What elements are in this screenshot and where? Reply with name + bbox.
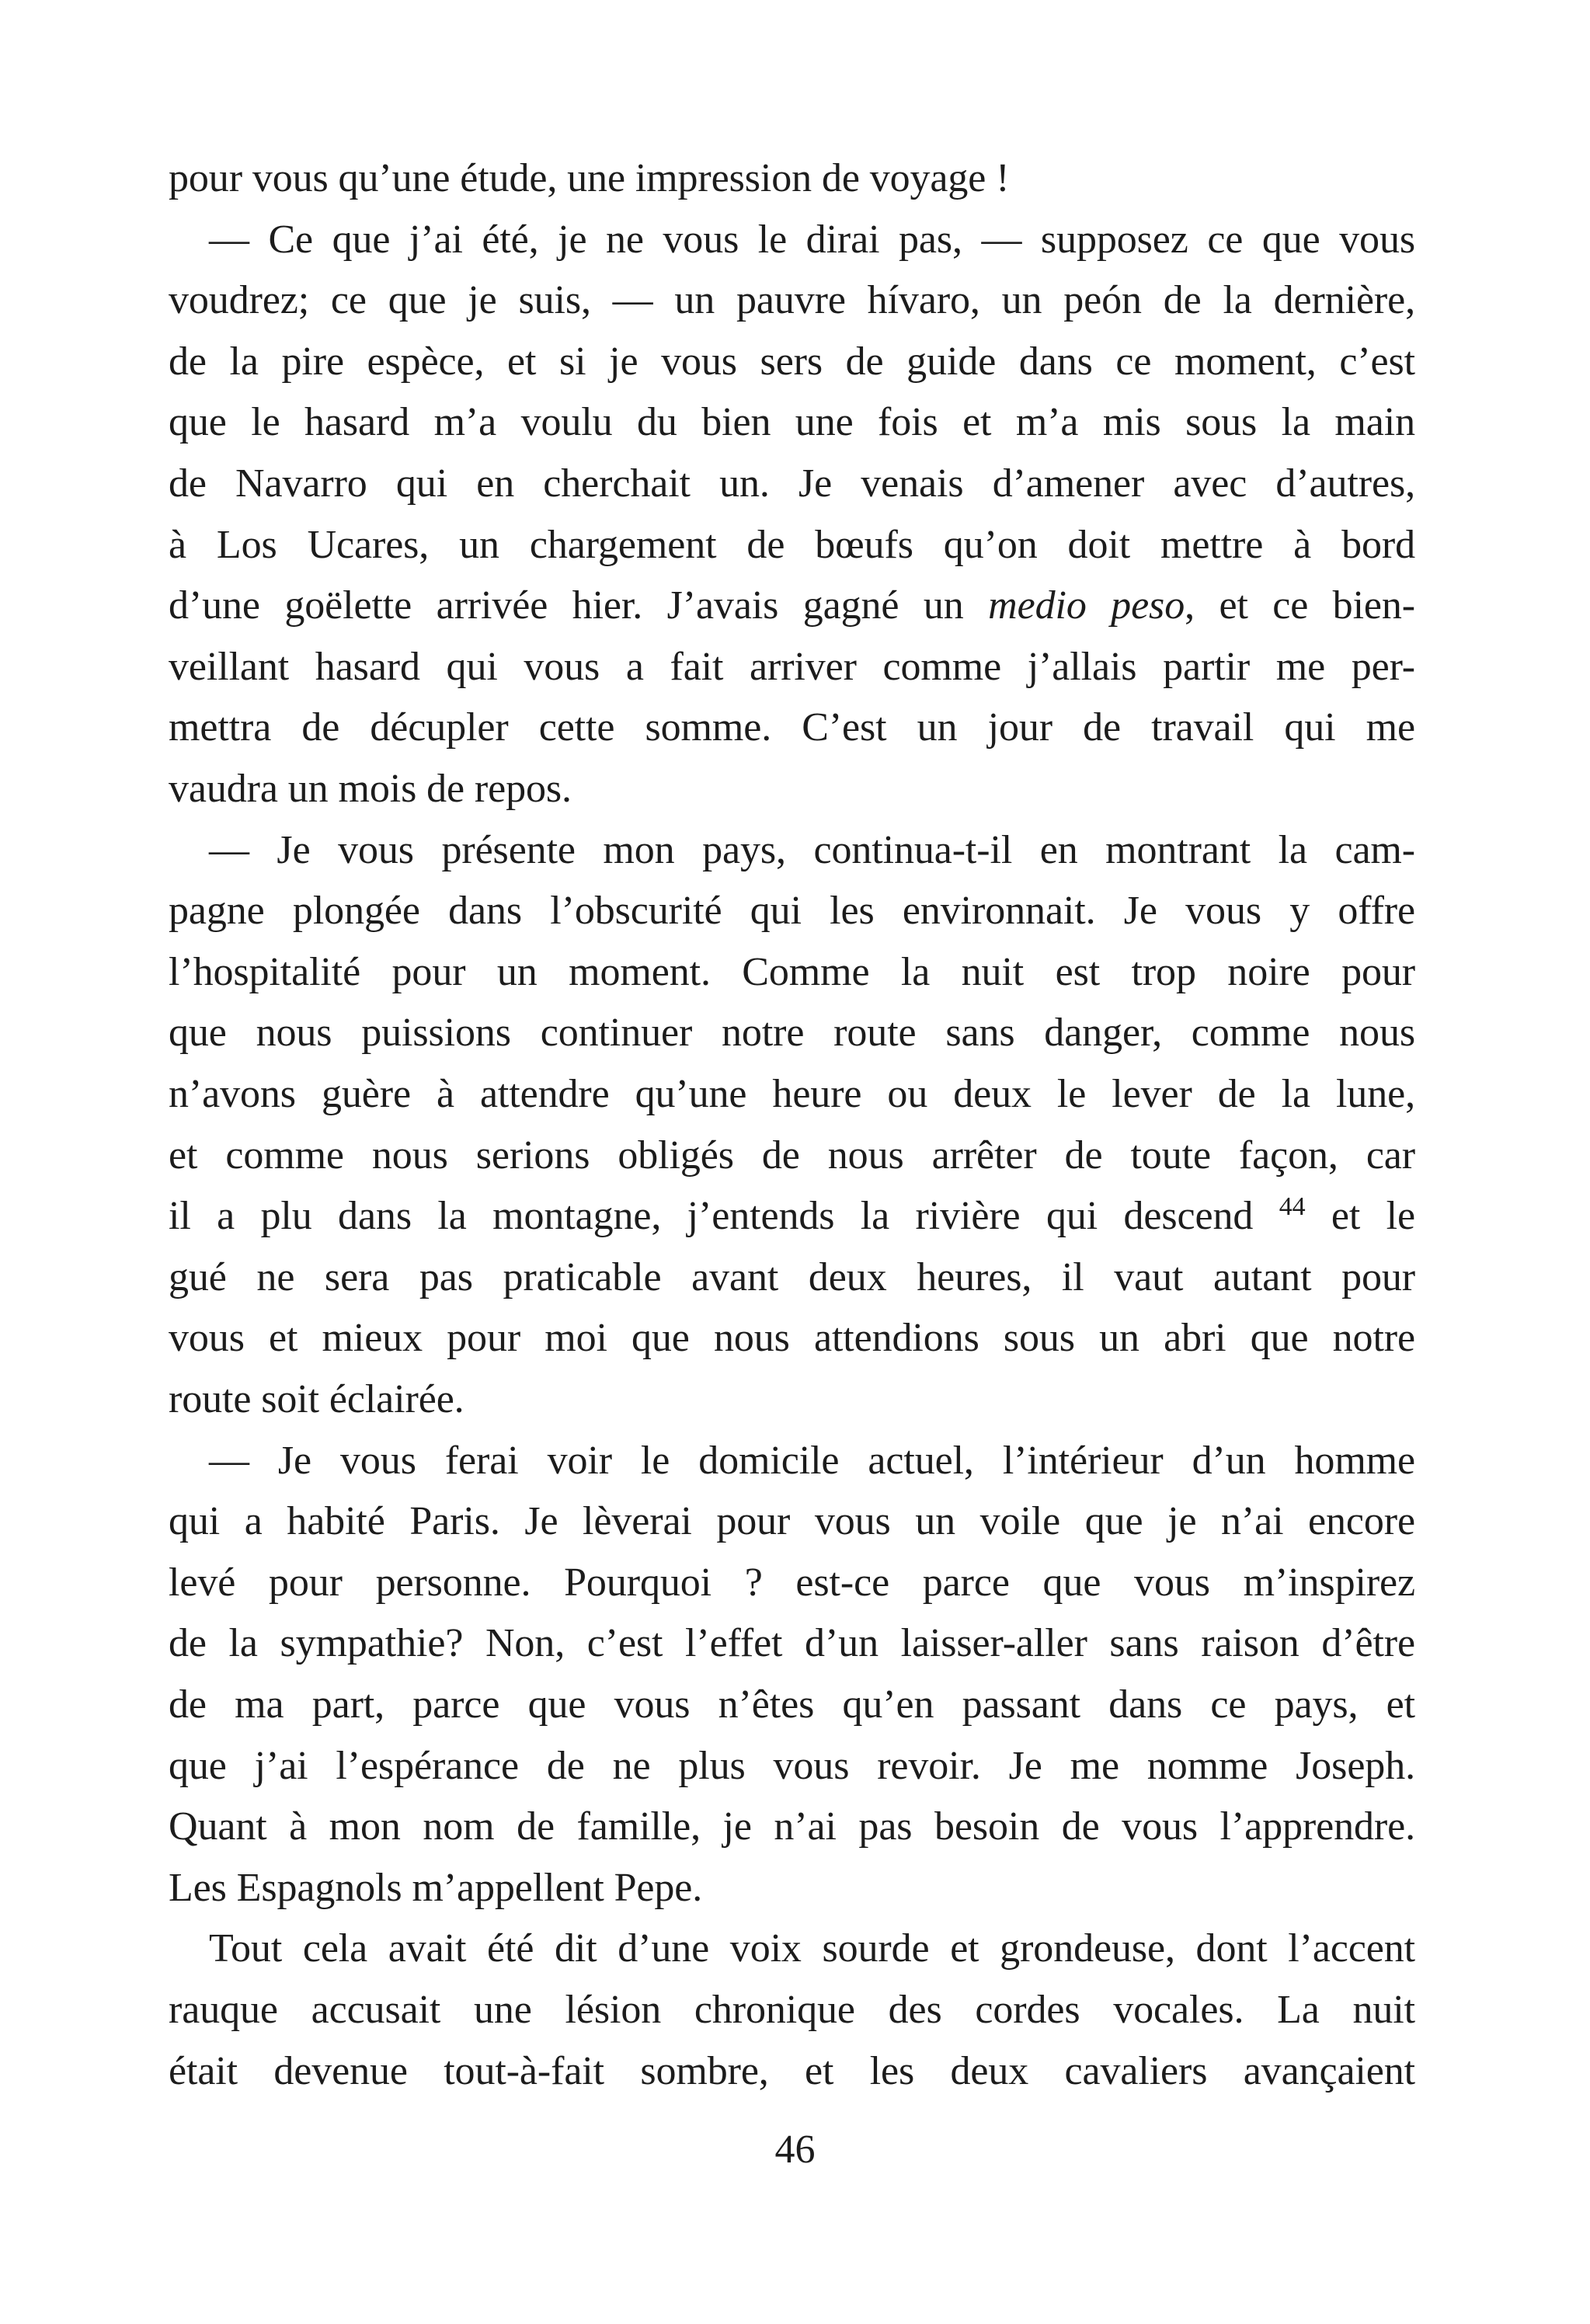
text-line: que nous puissions continuer notre route sans danger, comme nous xyxy=(169,1011,1415,1056)
text-line: Les Espagnols m’appellent Pepe. xyxy=(169,1865,703,1910)
text-line: vous et mieux pour moi que nous attendions sous un abri que notre xyxy=(169,1316,1415,1361)
text-line: à Los Ucares, un chargement de bœufs qu’on doit mettre à bord xyxy=(169,522,1415,567)
text-line: de ma part, parce que vous n’êtes qu’en passant dans ce pays, et xyxy=(169,1682,1415,1727)
text-line: pour vous qu’une étude, une impression de voyage ! xyxy=(169,156,1010,200)
page-number: 46 xyxy=(774,2127,816,2172)
text-line: veillant hasard qui vous a fait arriver comme j’allais partir me per- xyxy=(169,644,1415,689)
footnote-marker: 44 xyxy=(1279,1192,1306,1222)
text-line: pagne plongée dans l’obscurité qui les environnait. Je vous y offre xyxy=(169,889,1415,934)
text-line: gué ne sera pas praticable avant deux heures, il vaut autant pour xyxy=(169,1254,1415,1299)
text-line: de la pire espèce, et si je vous sers de guide dans ce moment, c’est xyxy=(169,339,1415,384)
text-line: que j’ai l’espérance de ne plus vous revoir. Je me nomme Joseph. xyxy=(169,1743,1415,1788)
text-line: et comme nous serions obligés de nous arrêter de toute façon, car xyxy=(169,1132,1415,1178)
text-line: rauque accusait une lésion chronique des cordes vocales. La nuit xyxy=(169,1988,1415,2032)
italic-phrase: medio peso xyxy=(988,583,1185,628)
text-line: n’avons guère à attendre qu’une heure ou deux le lever de la lune, xyxy=(169,1072,1415,1116)
text-line: mettra de décupler cette somme. C’est un jour de travail qui me xyxy=(169,705,1415,750)
text-line: voudrez; ce que je suis, — un pauvre hívaro, un peón de la dernière, xyxy=(169,278,1415,323)
text-line: de la sympathie? Non, c’est l’effet d’un laisser-aller sans raison d’être xyxy=(169,1621,1415,1666)
text-line: route soit éclairée. xyxy=(169,1377,464,1421)
text-line: qui a habité Paris. Je lèverai pour vous un voile que je n’ai encore xyxy=(169,1499,1415,1544)
text-line: — Je vous présente mon pays, continua-t-il en montrant la cam- xyxy=(209,827,1415,872)
text-line: — Je vous ferai voir le domicile actuel, l’intérieur d’un homme xyxy=(209,1438,1415,1483)
text-line: Quant à mon nom de famille, je n’ai pas besoin de vous l’apprendre. xyxy=(169,1804,1415,1849)
text-line: de Navarro qui en cherchait un. Je venais d’amener avec d’autres, xyxy=(169,461,1415,506)
text-line: il a plu dans la montagne, j’entends la rivière qui descend $^{44}$ et le xyxy=(169,1192,1415,1239)
text-line: d’une goëlette arrivée hier. J’avais gagné un medio peso, et ce bien- xyxy=(169,583,1416,628)
text-line: était devenue tout-à-fait sombre, et les deux cavaliers avançaient xyxy=(169,2048,1415,2093)
text-line: levé pour personne. Pourquoi ? est-ce parce que vous m’inspirez xyxy=(169,1560,1415,1605)
text-line: — Ce que j’ai été, je ne vous le dirai pas, — supposez ce que vous xyxy=(209,217,1415,262)
text-line: l’hospitalité pour un moment. Comme la nuit est trop noire pour xyxy=(169,949,1415,994)
text-line: vaudra un mois de repos. xyxy=(169,767,572,811)
text-line: Tout cela avait été dit d’une voix sourde et grondeuse, dont l’accent xyxy=(209,1926,1415,1971)
text-line: que le hasard m’a voulu du bien une fois et m’a mis sous la main xyxy=(169,400,1415,445)
